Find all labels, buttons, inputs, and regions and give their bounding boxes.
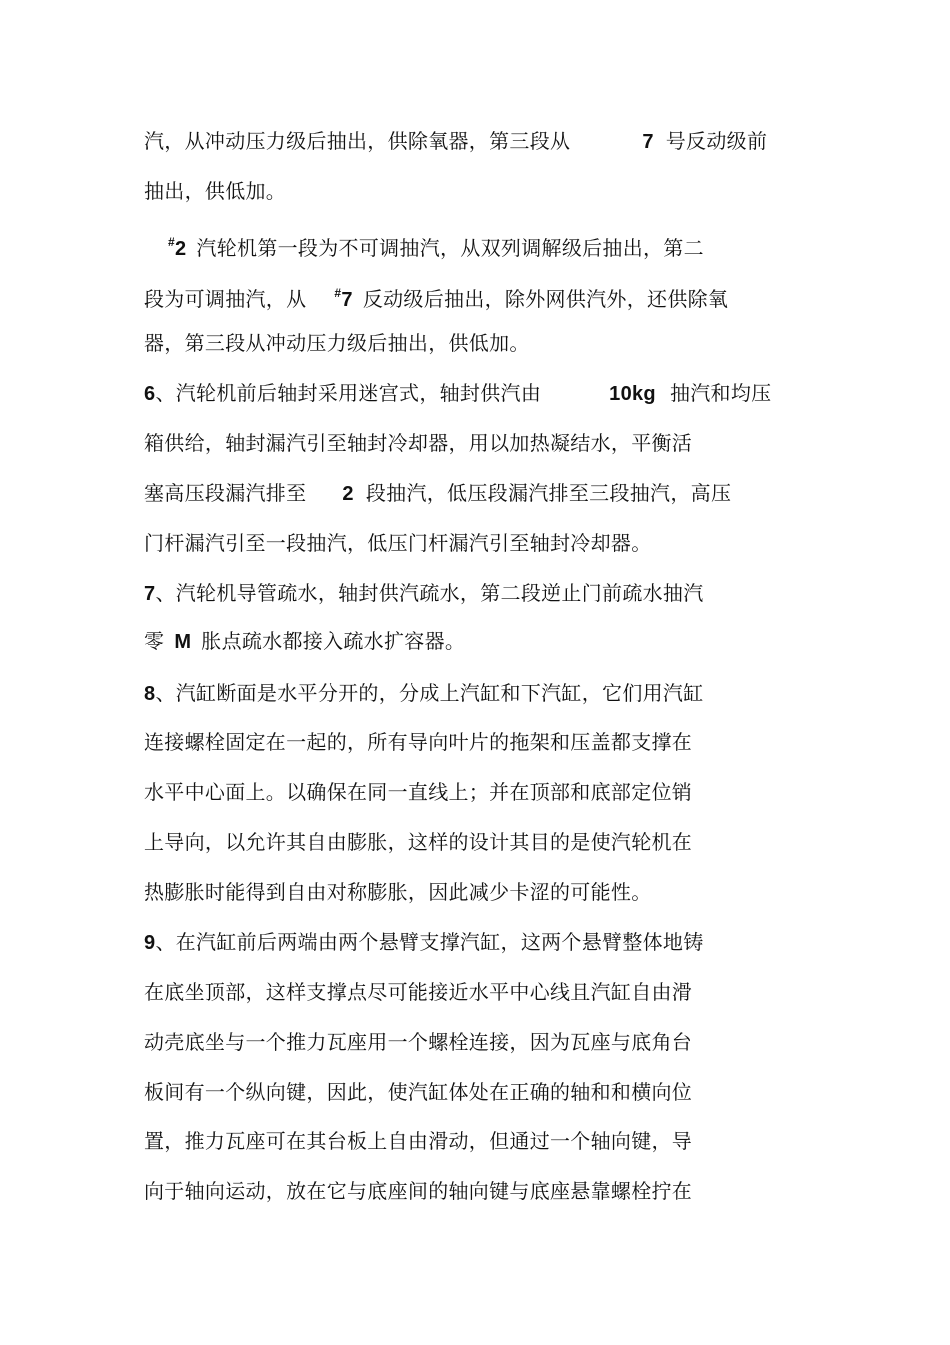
text-segment: 、汽缸断面是水平分开的，分成上汽缸和下汽缸，它们用汽缸 bbox=[155, 681, 704, 705]
text-segment: 段为可调抽汽，从 bbox=[144, 287, 307, 311]
number-segment: 7 bbox=[144, 583, 156, 605]
text-segment: 连接螺栓固定在一起的，所有导向叶片的拖架和压盖都支撑在 bbox=[144, 730, 693, 754]
text-line bbox=[144, 1128, 692, 1154]
text-segment: 零 bbox=[144, 629, 165, 653]
text-segment: 抽出，供低加。 bbox=[144, 179, 287, 203]
text-segment: 、汽轮机前后轴封采用迷宫式，轴封供汽由 bbox=[155, 381, 542, 405]
text-segment: 段抽汽，低压段漏汽排至三段抽汽，高压 bbox=[365, 481, 732, 505]
text-line bbox=[144, 580, 704, 607]
text-segment: 塞高压段漏汽排至 bbox=[144, 481, 307, 505]
text-line bbox=[144, 879, 652, 905]
text-line bbox=[144, 430, 692, 456]
text-segment: 动壳底坐与一个推力瓦座用一个螺栓连接，因为瓦座与底角台 bbox=[144, 1030, 693, 1054]
text-line bbox=[144, 330, 530, 356]
text-segment: 抽汽和均压 bbox=[669, 381, 772, 405]
text-segment: 器，第三段从冲动压力级后抽出，供低加。 bbox=[144, 331, 530, 355]
text-line bbox=[144, 929, 704, 956]
text-line bbox=[144, 1029, 692, 1055]
number-segment: M bbox=[174, 631, 192, 653]
text-segment: 热膨胀时能得到自由对称膨胀，因此减少卡涩的可能性。 bbox=[144, 880, 652, 904]
text-segment: 、汽轮机导管疏水，轴封供汽疏水，第二段逆止门前疏水抽汽 bbox=[155, 581, 704, 605]
text-segment: 在底坐顶部，这样支撑点尽可能接近水平中心线且汽缸自由滑 bbox=[144, 980, 693, 1004]
text-segment: 、在汽缸前后两端由两个悬臂支撑汽缸，这两个悬臂整体地铸 bbox=[155, 930, 704, 954]
text-line bbox=[144, 380, 771, 407]
text-line bbox=[144, 280, 728, 313]
text-line bbox=[144, 530, 652, 556]
text-segment: 汽，从冲动压力级后抽出，供除氧器，第三段从 bbox=[144, 129, 571, 153]
text-segment: 向于轴向运动，放在它与底座间的轴向键与底座悬靠螺栓拧在 bbox=[144, 1179, 693, 1203]
text-line bbox=[168, 229, 704, 262]
text-line bbox=[144, 1079, 692, 1105]
text-line bbox=[144, 128, 767, 155]
number-segment: 8 bbox=[144, 683, 156, 705]
number-segment: 2 bbox=[174, 238, 187, 260]
number-segment: 7 bbox=[642, 131, 654, 153]
text-segment: 号反动级前 bbox=[665, 129, 768, 153]
number-segment: 7 bbox=[341, 289, 353, 311]
text-segment: 汽轮机第一段为不可调抽汽，从双列调解级后抽出，第二 bbox=[196, 236, 704, 260]
text-segment: 置，推力瓦座可在其台板上自由滑动，但通过一个轴向键，导 bbox=[144, 1129, 693, 1153]
superscript-mark: # bbox=[168, 235, 175, 249]
text-segment: 胀点疏水都接入疏水扩容器。 bbox=[201, 629, 466, 653]
text-segment: 板间有一个纵向键，因此，使汽缸体处在正确的轴和和横向位 bbox=[144, 1080, 693, 1104]
text-line bbox=[144, 979, 692, 1005]
text-line bbox=[144, 1178, 692, 1204]
superscript-mark: # bbox=[334, 286, 342, 300]
number-segment: 9 bbox=[144, 932, 156, 954]
number-segment: 2 bbox=[342, 483, 354, 505]
number-segment: 6 bbox=[144, 383, 156, 405]
text-line bbox=[144, 178, 286, 204]
number-segment: 10kg bbox=[609, 383, 656, 405]
text-line bbox=[144, 628, 465, 655]
text-segment: 反动级后抽出，除外网供汽外，还供除氧 bbox=[362, 287, 729, 311]
text-line bbox=[144, 829, 692, 855]
text-segment: 门杆漏汽引至一段抽汽，低压门杆漏汽引至轴封冷却器。 bbox=[144, 531, 652, 555]
text-segment: 上导向，以允许其自由膨胀，这样的设计其目的是使汽轮机在 bbox=[144, 830, 693, 854]
text-segment: 水平中心面上。以确保在同一直线上；并在顶部和底部定位销 bbox=[144, 780, 693, 804]
text-line bbox=[144, 729, 692, 755]
text-line bbox=[144, 680, 704, 707]
text-line bbox=[144, 779, 692, 805]
text-line bbox=[144, 480, 731, 507]
text-segment: 箱供给，轴封漏汽引至轴封冷却器，用以加热凝结水，平衡活 bbox=[144, 431, 693, 455]
